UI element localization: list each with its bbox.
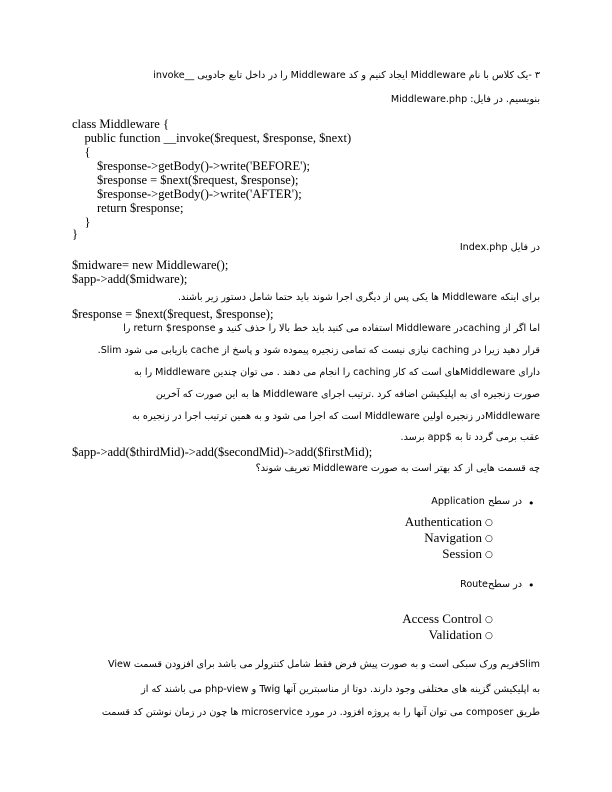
paragraph-slim-line: Slimفریم ورک سبکی است و به صورت پیش فرض فقط شامل کنترولر می باشد برای افزودن قسمت View [108, 659, 540, 670]
hollow-circle-bullet-icon: ○ [485, 534, 493, 544]
code-line: } [72, 215, 91, 229]
list-item: Session [442, 546, 482, 561]
code-line: $app->add($midware); [72, 272, 188, 286]
paragraph-caching-line: دارای Middlewareهای است که کار caching را انجام می دهند . می توان چندین Middleware را به [133, 367, 540, 378]
index-file-label: در فایل Index.php [459, 242, 540, 253]
code-line: public function __invoke($request, $response, $next) [72, 131, 352, 145]
code-line: class Middleware { [72, 117, 169, 131]
hollow-circle-bullet-icon: ○ [485, 631, 493, 641]
code-line: } [72, 227, 78, 241]
paragraph-slim-line: طریق composer می توان آنها را به پروژه افزود. در مورد microservice ها چون در زمان نوشتن کد قسمت [101, 707, 540, 718]
list-item: Validation [428, 627, 482, 642]
level-label: در سطح Application [431, 496, 522, 507]
list-item: Access Control [402, 611, 482, 626]
list-item: Navigation [424, 530, 482, 545]
list-item: Authentication [404, 514, 482, 529]
heading-line-2: بنویسیم. در فایل: Middleware.php [390, 94, 540, 105]
hollow-circle-bullet-icon: ○ [485, 518, 493, 528]
paragraph-caching-line: قرار دهید زیرا در caching نیازی نیست که تمامی زنجیره پیموده شود و پاسخ از cache بازیابی می شود Slim. [97, 345, 540, 356]
filled-circle-bullet-icon: • [528, 497, 535, 510]
paragraph-caching-line: عقب برمی گردد تا به $app برسد. [400, 432, 540, 443]
code-line: { [72, 145, 91, 159]
paragraph-middleware-order: برای اینکه Middleware ها یکی پس از دیگری اجرا شوند باید حتما شامل دستور زیر باشند. [177, 292, 540, 303]
code-line: $response->getBody()->write('AFTER'); [72, 187, 302, 201]
hollow-circle-bullet-icon: ○ [485, 615, 493, 625]
code-line: $midware= new Middleware(); [72, 258, 229, 272]
code-line: return $response; [72, 201, 184, 215]
paragraph-slim-line: به اپلیکیشن گزینه های مختلفی وجود دارند. دوتا از مناسبترین آنها Twig و php-view می باشند که از [141, 684, 540, 695]
heading-line-1: ۳ -یک کلاس با نام Middleware ایجاد کنیم و کد Middleware را در داخل تابع جادویی __invoke [153, 70, 540, 81]
hollow-circle-bullet-icon: ○ [485, 550, 493, 560]
question-heading: چه قسمت هایی از کد بهتر است به صورت Middleware تعریف شوند؟ [255, 463, 540, 474]
filled-circle-bullet-icon: • [528, 579, 535, 592]
paragraph-caching-line: صورت زنجیره ای به اپلیکیشن اضافه کرد .ترتیب اجرای Middleware ها به این صورت که آخرین [155, 389, 540, 400]
code-line: $response = $next($request, $response); [72, 173, 299, 187]
paragraph-caching-line: Middlewareدر زنجیره اولین Middleware است که اجرا می شود و به همین ترتیب اجرا در زنجیره به [132, 411, 540, 422]
paragraph-caching-line: اما اگر از cachingدر Middleware استفاده می کنید باید خط بالا را حذف کنید و return $response را [123, 323, 540, 334]
code-chain-line: $app->add($thirdMid)->add($secondMid)->add($firstMid); [72, 445, 373, 459]
level-label: در سطحRoute [460, 579, 522, 590]
code-line: $response->getBody()->write('BEFORE'); [72, 159, 311, 173]
code-response-line: $response = $next($request, $response); [72, 307, 274, 321]
